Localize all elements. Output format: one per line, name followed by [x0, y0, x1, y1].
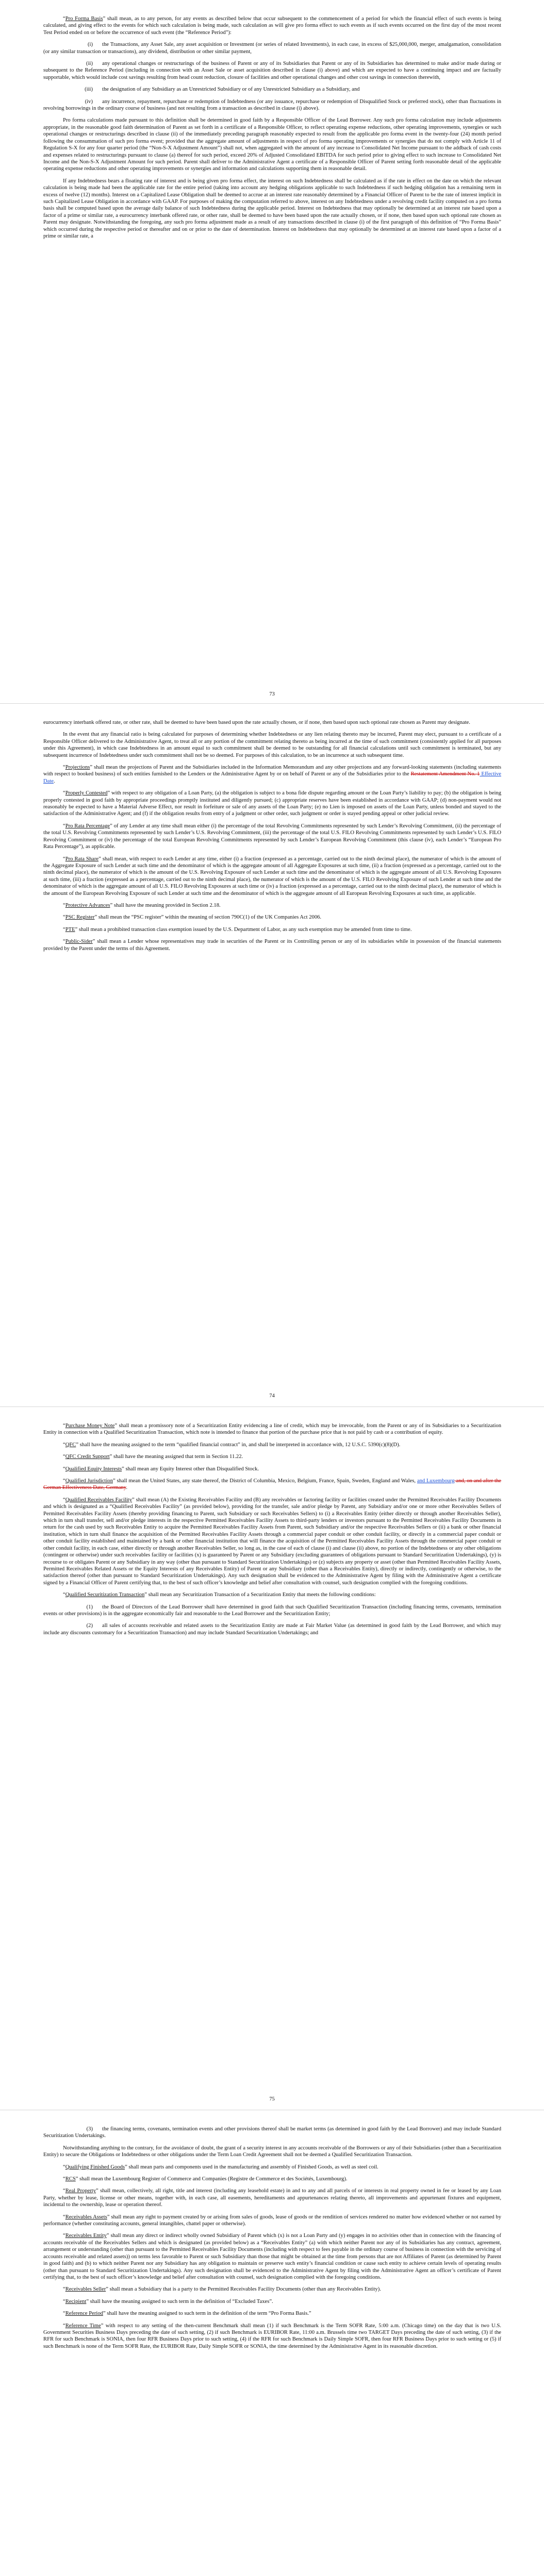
definition-text: ” shall mean any Equity Interest other than Disqualified Stock.	[122, 1466, 259, 1472]
open-quote: “	[63, 2298, 65, 2304]
open-quote: “	[63, 1478, 65, 1484]
clause-text: the designation of any Subsidiary as an Unrestricted Subsidiary or of any Unrestricted Subsidiary as a Subsidiary, and	[102, 87, 360, 93]
paragraph-text: If any Indebtedness bears a floating rate of interest and is being given pro forma effect, the interest on such Indebtedness shall be calculated as if the rate in effect on the date on which the relevant calculation is being made had been the applicable rate for the entire period (taking into account any hedging obligations applicable to such Indebtedness if such hedging obligation has a remaining term in excess of twelve (12) months). Interest on a Capitalized Lease Obligation shall be deemed to accrue at an interest rate reasonably determined by a Financial Officer of Parent to be the rate of interest implicit in such Capitalized Lease Obligation in accordance with GAAP. For purposes of making the computation referred to above, interest on any Indebtedness under a revolving credit facility computed on a pro forma basis shall be computed based upon the average daily balance of such Indebtedness during the applicable period. Interest on Indebtedness that may optionally be determined at an interest rate based upon a factor of a prime or similar rate, a eurocurrency interbank offered rate, or other rate, shall be deemed to have been based upon the rate actually chosen, or if none, then based upon such optional rate chosen as Parent may designate. Notwithstanding the foregoing, any such pro forma adjustment made as a result of any transactions described in clause (i) of the first paragraph of this definition of “Pro Forma Basis” which occurred during the respective period or thereafter and on or prior to the date of determination. Interest on Indebtedness that may optionally be determined at an interest rate based upon a factor of a prime or similar rate, a	[43, 178, 501, 239]
definition-text: ” shall mean the United States, any state thereof, the District of Columbia, Mexico, Belgium, France, Spain, Sweden, England and Wales,	[113, 1478, 417, 1484]
definition-text: ” shall mean the “PSC register” within the meaning of section 790C(1) of the UK Companies Act 2006.	[94, 914, 322, 921]
definition-text: ” shall mean a Lender whose representatives may trade in securities of the Parent or its Controlling person or any of its subsidiaries while in possession of the financial statements provided by the Parent under the terms of this Agreement.	[43, 939, 501, 952]
clause-number: (1)	[86, 1604, 93, 1610]
open-quote: “	[63, 765, 65, 771]
open-quote: “	[63, 939, 65, 945]
defined-term: Qualified Jurisdiction	[65, 1478, 113, 1484]
paragraph-text: In the event that any financial ratio is being calculated for purposes of determining whether Indebtedness or any lien relating thereto may be incurred, Parent may elect, pursuant to a certificate of a Responsible Officer delivered to the Administrative Agent, to treat all or any portion of the commitment relating thereto as being incurred at the time of such commitment (consistently applied for all purposes under this Agreement), in which case Indebtedness in an amount equal to such commitment shall be deemed to be outstanding for all financial calculations until such commitment is terminated, but any subsequent incurrence of Indebtedness under such commitment shall not be so deemed. For purposes of this calculation, to be an incurrence at such subsequent time.	[43, 732, 501, 758]
defined-term: QFC	[65, 1442, 76, 1448]
open-quote: “	[63, 790, 65, 796]
body-paragraph	[43, 719, 501, 726]
defined-term: Recipient	[65, 2298, 87, 2304]
definition-paragraph	[43, 2164, 501, 2171]
defined-term: Properly Contested	[65, 790, 108, 796]
paragraph-text: Notwithstanding anything to the contrary, for the avoidance of doubt, the grant of a security interest in any accounts receivable of the Borrowers or any of their Subsidiaries (other than a Securitization Entity) to secure the Obligations or Indebtedness or other obligations under the Term Loan Credit Agreement shall not be deemed a Qualified Securitization Transaction.	[43, 2145, 501, 2158]
open-quote: “	[63, 823, 65, 829]
clause-text: any operational changes or restructurings of the business of Parent or any of its Subsidiaries that Parent or any of its Subsidiaries has determined to make and/or made during or subsequent to the Reference Period (including in connection with an Asset Sale or asset acquisition described in clause (i) above) and which are expected to have a continuing impact and are factually supportable, which would include cost savings resulting from head count reduction, closure of facilities and other operational changes and other cost savings in connection therewith,	[43, 61, 501, 80]
definition-paragraph	[43, 790, 501, 818]
clause-text: the Board of Directors of the Lead Borrower shall have determined in good faith that such Qualified Securitization Transaction (including financing terms, covenants, termination events or other provisions) is in the aggregate economically fair and reasonable to the Lead Borrower and the Securitization Entity;	[43, 1604, 501, 1617]
definition-paragraph	[43, 1442, 501, 1448]
definition-text: ” shall have the meaning assigned that term in Section 11.22.	[109, 1454, 243, 1460]
defined-term: Public-Sider	[65, 939, 93, 945]
open-quote: “	[63, 1497, 65, 1503]
definition-text: ” shall mean any right to payment created by or arising from sales of goods, lease of goods or the rendition of services rendered no matter how evidenced whether or not earned by performance (whether constituting accounts, general intangibles, chattel paper or otherwise).	[43, 2214, 501, 2227]
open-quote: “	[63, 2176, 65, 2182]
definition-text: ” shall mean, collectively, all right, title and interest (including any leasehold estate) in and to any and all parcels of or interests in real property owned in fee or leased by any Loan Party, whether by lease, license or other means, together with, in each case, all easements, hereditaments and appurtenances relating thereto, all improvements and appurtenant fixtures and equipment, incidental to the ownership, lease or operation thereof.	[43, 2188, 501, 2208]
definition-text: ” shall mean, with respect to each Lender at any time, either (i) a fraction (expressed as a percentage, carried out to the ninth decimal place), the numerator of which is the amount of the Aggregate Exposure of such Lender at such time and the denominator of which is the aggregate amount of all Aggregate Exposures at such time, (ii) a fraction (expressed as a percentage, carried out to the ninth decimal place), the numerator of which is the amount of the U.S. Revolving Exposure of such Lender at such time and the denominator of which is the aggregate amount of all U.S. Revolving Exposures at such time, (iii) a fraction (expressed as a percentage, carried out to the ninth decimal place), the numerator of which is the amount of the U.S. FILO Revolving Exposure of such Lender at such time and the denominator of which is the aggregate amount of all U.S. FILO Revolving Exposures at such time or (iv) a fraction (expressed as a percentage, carried out to the ninth decimal place), the numerator of which is the amount of the European Revolving Exposure of such Lender at such time and the denominator of which is the aggregate amount of all European Revolving Exposures at such time, as applicable.	[43, 856, 501, 896]
page-number: 75	[269, 2096, 275, 2102]
open-quote: “	[63, 902, 65, 908]
definition-text: ” shall mean a promissory note of a Securitization Entity evidencing a line of credit, which may be irrevocable, from the Parent or any of its Subsidiaries to a Securitization Entity in connection with a Qualified Securitization Transaction, which note is intended to finance that portion of the purchase price that is not paid by cash or a contribution of equity.	[43, 1423, 501, 1436]
defined-term: PSC Register	[65, 914, 95, 921]
body-paragraph	[43, 731, 501, 759]
paragraph-text: eurocurrency interbank offered rate, or other rate, shall be deemed to have been based upon the rate actually chosen, or if none, then based upon such optional rate chosen as Parent may designate.	[43, 720, 470, 725]
definition-paragraph	[43, 902, 501, 909]
page-number: 73	[269, 691, 275, 697]
definition-paragraph	[43, 2323, 501, 2350]
defined-term: Receivables Seller	[65, 2286, 106, 2293]
numbered-clause	[43, 60, 501, 81]
numbered-clause	[43, 1604, 501, 1618]
definition-paragraph	[43, 2232, 501, 2281]
definition-paragraph	[43, 2310, 501, 2317]
deleted-text: and, on and after the German Effectiveness Date, Germany	[43, 1478, 502, 1491]
definition-text: ” with respect to any obligation of a Loan Party, (a) the obligation is subject to a bona fide dispute regarding amount or the Loan Party’s liability to pay; (b) the obligation is being properly contested in good faith by appropriate proceedings promptly instituted and diligently pursued; (c) appropriate reserves have been established in accordance with GAAP; (d) non-payment would not reasonably be expected to have a Material Adverse Effect, nor result in forfeiture or sale of any assets of the Loan Party; (e) no Lien is imposed on assets of the Loan Party, unless bonded and stayed to the satisfaction of the Administrative Agent; and (f) if the obligation results from entry of a judgment or other order, such judgment or order is stayed pending appeal or other judicial review.	[43, 790, 501, 817]
definition-paragraph	[43, 764, 501, 785]
defined-term: Reference Time	[65, 2323, 101, 2329]
defined-term: Qualified Receivables Facility	[65, 1497, 133, 1503]
clause-text: any incurrence, repayment, repurchase or redemption of Indebtedness (or any issuance, repurchase or redemption of Disqualified Stock or preferred stock), other than fluctuations in revolving borrowings in the ordinary course of business (and not resulting from a transaction as described in clause (i) above).	[43, 98, 501, 112]
page-73-content	[43, 15, 501, 245]
open-quote: “	[63, 2164, 65, 2170]
defined-term: Qualifying Finished Goods	[65, 2164, 125, 2170]
trailing-text: .	[54, 778, 55, 784]
clause-number: (3)	[86, 2126, 93, 2132]
clause-number: (iv)	[85, 98, 93, 105]
open-quote: “	[63, 1466, 65, 1472]
numbered-clause	[43, 41, 501, 55]
deleted-text: Restatement Amendment No. 1	[410, 771, 480, 777]
definition-paragraph	[43, 1591, 501, 1598]
clause-number: (2)	[86, 1623, 93, 1629]
open-quote: “	[63, 16, 65, 22]
defined-term: Pro Rata Share	[65, 856, 99, 862]
defined-term: Protective Advances	[65, 902, 110, 908]
inserted-text: and Luxembourg	[417, 1478, 455, 1484]
definition-paragraph	[43, 2188, 501, 2208]
definition-text: ” shall mean (A) the Existing Receivables Facility and (B) any receivables or factoring facility or facilities created under the Permitted Receivables Facility Documents and which is designated as a “Qualified Receivables Facility” (as provided below), providing for the transfer, sale and/or pledge by Parent, any Subsidiary and/or one or more other Receivables Sellers of Permitted Receivables Facility Assets (thereby providing financing to Parent, such Subsidiary or such Receivables Sellers) to (i) a Receivables Entity (either directly or through another Receivables Seller), which in turn shall transfer, sell and/or pledge interests in the respective Permitted Receivables Facility Assets to third-party lenders or investors pursuant to the Permitted Receivables Facility Documents in return for the cash used by such Receivables Entity to acquire the Permitted Receivables Facility Assets from Parent, such Subsidiary and/or the respective Receivables Sellers or (ii) a bank or other financial institution, which in turn shall finance the acquisition of the Permitted Receivables Facility Assets through a commercial paper conduit or other conduit facility, or directly in a commercial paper conduit or other conduit facility established and maintained by a bank or other financial institution that will finance the acquisition of the Permitted Receivables Facility Assets through the commercial paper conduit or other conduit facility, in each case, either directly or through another Receivables Seller, so long as, in the case of each of clause (i) and clause (ii) above, no portion of the Indebtedness or any other obligations (contingent or otherwise) under such receivables facility or facilities (x) is guaranteed by Parent or any Subsidiary (excluding guarantees of obligations pursuant to Standard Securitization Undertakings), (y) is recourse to or obligates Parent or any Subsidiary in any way (other than pursuant to Standard Securitization Undertakings) or (z) subjects any property or asset (other than Permitted Receivables Facility Assets, Permitted Receivables Related Assets or the Equity Interests of any Receivables Entity) of Parent or any Subsidiary (other than a Receivables Entity), directly or indirectly, contingently or otherwise, to the satisfaction thereof (other than pursuant to Standard Securitization Undertakings). Any such designation shall be evidenced to the Administrative Agent by filing with the Administrative Agent a certificate signed by a Financial Officer of Parent certifying that, to the best of such officer’s knowledge and belief after consultation with counsel, such designation complied with the foregoing conditions.	[43, 1497, 501, 1586]
definition-text: ” shall mean parts and components used in the manufacturing and assembly of Finished Goods, as well as steel coil.	[125, 2164, 378, 2170]
definition-text: ” shall mean a Subsidiary that is a party to the Permitted Receivables Facility Documents (other than any Receivables Entity).	[106, 2286, 381, 2293]
definition-paragraph	[43, 914, 501, 921]
defined-term: Purchase Money Note	[65, 1423, 115, 1429]
open-quote: “	[63, 2233, 65, 2239]
clause-text: all sales of accounts receivable and related assets to the Securitization Entity are made at Fair Market Value (as determined in good faith by the Lead Borrower, and which may include any discounts customary for a Securitization Transaction) and may include Standard Securitization Undertakings; and	[43, 1623, 501, 1636]
open-quote: “	[63, 1442, 65, 1448]
definition-paragraph	[43, 1478, 501, 1492]
defined-term: Receivables Entity	[65, 2233, 107, 2239]
definition-paragraph	[43, 1466, 501, 1472]
definition-paragraph	[43, 1497, 501, 1586]
defined-term: Pro Forma Basis	[65, 16, 103, 22]
definition-paragraph	[43, 2298, 501, 2305]
open-quote: “	[63, 926, 65, 933]
definition-text: ” shall have the meaning assigned to such term in the definition of “Excluded Taxes”.	[86, 2298, 273, 2304]
inserted-text: Effective Date	[43, 771, 501, 784]
defined-term: Qualified Securitization Transaction	[65, 1592, 145, 1598]
defined-term: Projections	[65, 765, 90, 771]
definition-text: ” shall mean, as to any person, for any events as described below that occur subsequent to the commencement of a period for which the financial effect of such events is being calculated, and giving effect to the events for which such calculation is being made, such calculation as will give pro forma effect to such events as if such events occurred on the first day of the most recent Test Period ended on or before the occurrence of such event (the “Reference Period”):	[43, 16, 501, 36]
open-quote: “	[63, 2214, 65, 2220]
clause-number: (i)	[88, 42, 93, 48]
numbered-clause	[43, 98, 501, 112]
open-quote: “	[63, 2323, 65, 2329]
definition-text: ” with respect to any setting of the then-current Benchmark shall mean (1) if such Benchmark is the Term SOFR Rate, 5:00 a.m. (Chicago time) on the day that is two U.S. Government Securities Business Days preceding the date of such setting, (2) if such Benchmark is EURIBOR Rate, 11:00 a.m. Brussels time two TARGET Days preceding the date of such setting, (3) if the RFR for such Benchmark is SONIA, then four RFR Business Days prior to such setting, (4) if the RFR for such Benchmark is Daily Simple SOFR, then four RFR Business Days prior to such setting or (5) if such Benchmark is none of the Term SOFR Rate, the EURIBOR Rate, Daily Simple SOFR or SONIA, the time determined by the Administrative Agent in its reasonable discretion.	[43, 2323, 502, 2349]
clause-text: the financing terms, covenants, termination events and other provisions thereof shall be market terms (as determined in good faith by the Lead Borrower) and may include Standard Securitization Undertakings.	[43, 2126, 501, 2139]
definition-paragraph	[43, 823, 501, 851]
open-quote: “	[63, 856, 65, 862]
open-quote: “	[63, 1592, 65, 1598]
definition-paragraph	[43, 2176, 501, 2182]
defined-term: PTE	[65, 926, 75, 933]
page-74-content	[43, 719, 501, 957]
open-quote: “	[63, 2286, 65, 2293]
definition-text: ” shall have the meaning provided in Section 2.18.	[110, 902, 221, 908]
page-75	[0, 1407, 544, 2110]
definition-text: ” shall mean the Luxembourg Register of Commerce and Companies (Registre de Commerce et des Sociétés, Luxembourg).	[75, 2176, 348, 2182]
definition-paragraph	[43, 926, 501, 933]
definition-text: ” shall mean any Securitization Transaction of a Securitization Entity that meets the following conditions:	[144, 1592, 376, 1598]
open-quote: “	[63, 914, 65, 921]
clause-text: the Transactions, any Asset Sale, any asset acquisition or Investment (or series of related Investments), in each case, in excess of $25,000,000, merger, amalgamation, consolidation (or any similar transaction or transactions), any dividend, distribution or other similar payment,	[43, 42, 501, 55]
page-number: 74	[269, 1393, 275, 1399]
paragraph-text: Pro forma calculations made pursuant to this definition shall be determined in good faith by a Responsible Officer of the Lead Borrower. Any such pro forma calculation may include adjustments appropriate, in the reasonable good faith determination of Parent as set forth in a certificate of a Responsible Officer, to reflect operating expense reductions, other operating improvements, synergies or such operational changes or restructurings described in clause (ii) of the immediately preceding paragraph reasonably expected to result from the applicable pro forma event in the twenty-four (24) month period following the consummation of such pro forma event; provided that the aggregate amount of adjustments in respect of pro forma operating improvements or synergies that do not comply with Article 11 of Regulation S-X for any four quarter period (the “Non-S-X Adjustment Amount”) shall not, when aggregated with the amount of any increase to Consolidated Net Income pursuant to the addback of cash costs and expenses related to restructurings pursuant to clause (a) thereof for such period, exceed 20% of Adjusted Consolidated EBITDA for such period prior to giving effect to such increase to Consolidated Net Income and the Non-S-X Adjustment Amount for such period. Parent shall deliver to the Administrative Agent a certificate of a Responsible Officer of Parent setting forth reasonable detail of the applicable operating expense reductions and other operating improvements or synergies and information and calculations supporting them in reasonable detail.	[43, 117, 501, 172]
page-76-content	[43, 2126, 501, 2355]
numbered-clause	[43, 2126, 501, 2140]
body-paragraph	[43, 178, 501, 240]
definition-text: ” shall mean the projections of Parent and the Subsidiaries included in the Information Memorandum and any other projections and any forward-looking statements (including statements with respect to booked business) of such entities furnished to the Lenders or the Administrative Agent by or on behalf of Parent or any of the Subsidiaries prior to the	[43, 765, 501, 777]
definition-text: ” shall mean any direct or indirect wholly owned Subsidiary of Parent which (x) is not a Loan Party and (y) engages in no activities other than in connection with the financing of accounts receivable of the Receivables Sellers and which is designated (as provided below) as a “Receivables Entity” (a) with which neither Parent nor any of its Subsidiaries has any contract, agreement, arrangement or understanding (other than pursuant to the Permitted Receivables Facility Documents (including with respect to fees payable in the ordinary course of business in connection with the servicing of accounts receivable and related assets)) on terms less favorable to Parent or such Subsidiary than those that might be obtained at the time from persons that are not Affiliates of Parent (as determined by Parent in good faith) and (b) to which neither Parent nor any Subsidiary has any obligation to maintain or preserve such entity’s financial condition or cause such entity to achieve certain levels of operating results (other than pursuant to Standard Securitization Undertakings). Any such designation shall be evidenced to the Administrative Agent by filing with the Administrative Agent an officer’s certificate of Parent certifying that, to the best of such officer’s knowledge and belief after consultation with counsel, such designation complied with the foregoing conditions.	[43, 2233, 502, 2280]
definition-text: ” shall have the meaning assigned to such term in the definition of the term “Pro Forma Basis.”	[103, 2311, 311, 2317]
defined-term: Receivables Assets	[65, 2214, 107, 2220]
defined-term: QFC Credit Support	[65, 1454, 110, 1460]
open-quote: “	[63, 1454, 65, 1460]
definition-paragraph	[43, 938, 501, 952]
page-75-content	[43, 1422, 501, 1641]
numbered-clause	[43, 86, 501, 93]
definition-text: ” shall have the meaning assigned to the term “qualified financial contract” in, and shall be interpreted in accordance with, 12 U.S.C. 5390(c)(8)(D).	[76, 1442, 401, 1448]
definition-text: ” of any Lender at any time shall mean either (i) the percentage of the total Revolving Commitments represented by such Lender’s Revolving Commitment, (ii) the percentage of the total U.S. Revolving Commitments represented by such Lender’s U.S. Revolving Commitment, (iii) the percentage of the total U.S. FILO Revolving Commitments represented by such Lender’s U.S. FILO Revolving Commitment or (iv) the percentage of the total European Revolving Commitments represented by such Lender’s European Revolving Commitment (this clause (iv), each Lender’s “European Pro Rata Percentage”), as applicable.	[43, 823, 501, 850]
defined-term: Reference Period	[65, 2311, 103, 2317]
open-quote: “	[63, 2311, 65, 2317]
open-quote: “	[63, 1423, 65, 1429]
defined-term: Qualified Equity Interests	[65, 1466, 122, 1472]
definition-paragraph	[43, 2286, 501, 2293]
definition-text: ” shall mean a prohibited transaction class exemption issued by the U.S. Department of Labor, as any such exemption may be amended from time to time.	[75, 926, 412, 933]
defined-term: Pro Rata Percentage	[65, 823, 110, 829]
clause-number: (ii)	[86, 61, 93, 67]
definition-paragraph	[43, 856, 501, 897]
clause-number: (iii)	[85, 87, 93, 93]
trailing-text: .	[126, 1485, 127, 1491]
definition-paragraph	[43, 1422, 501, 1436]
definition-paragraph	[43, 2214, 501, 2228]
page-74	[0, 704, 544, 1406]
open-quote: “	[63, 2188, 65, 2194]
body-paragraph	[43, 2145, 501, 2159]
body-paragraph	[43, 117, 501, 172]
defined-term: RCS	[65, 2176, 76, 2182]
defined-term: Real Property	[65, 2188, 96, 2194]
numbered-clause	[43, 1622, 501, 1636]
page-76	[0, 2110, 544, 2576]
definition-paragraph	[43, 1453, 501, 1460]
definition-paragraph	[43, 15, 501, 36]
page-73	[0, 0, 544, 703]
